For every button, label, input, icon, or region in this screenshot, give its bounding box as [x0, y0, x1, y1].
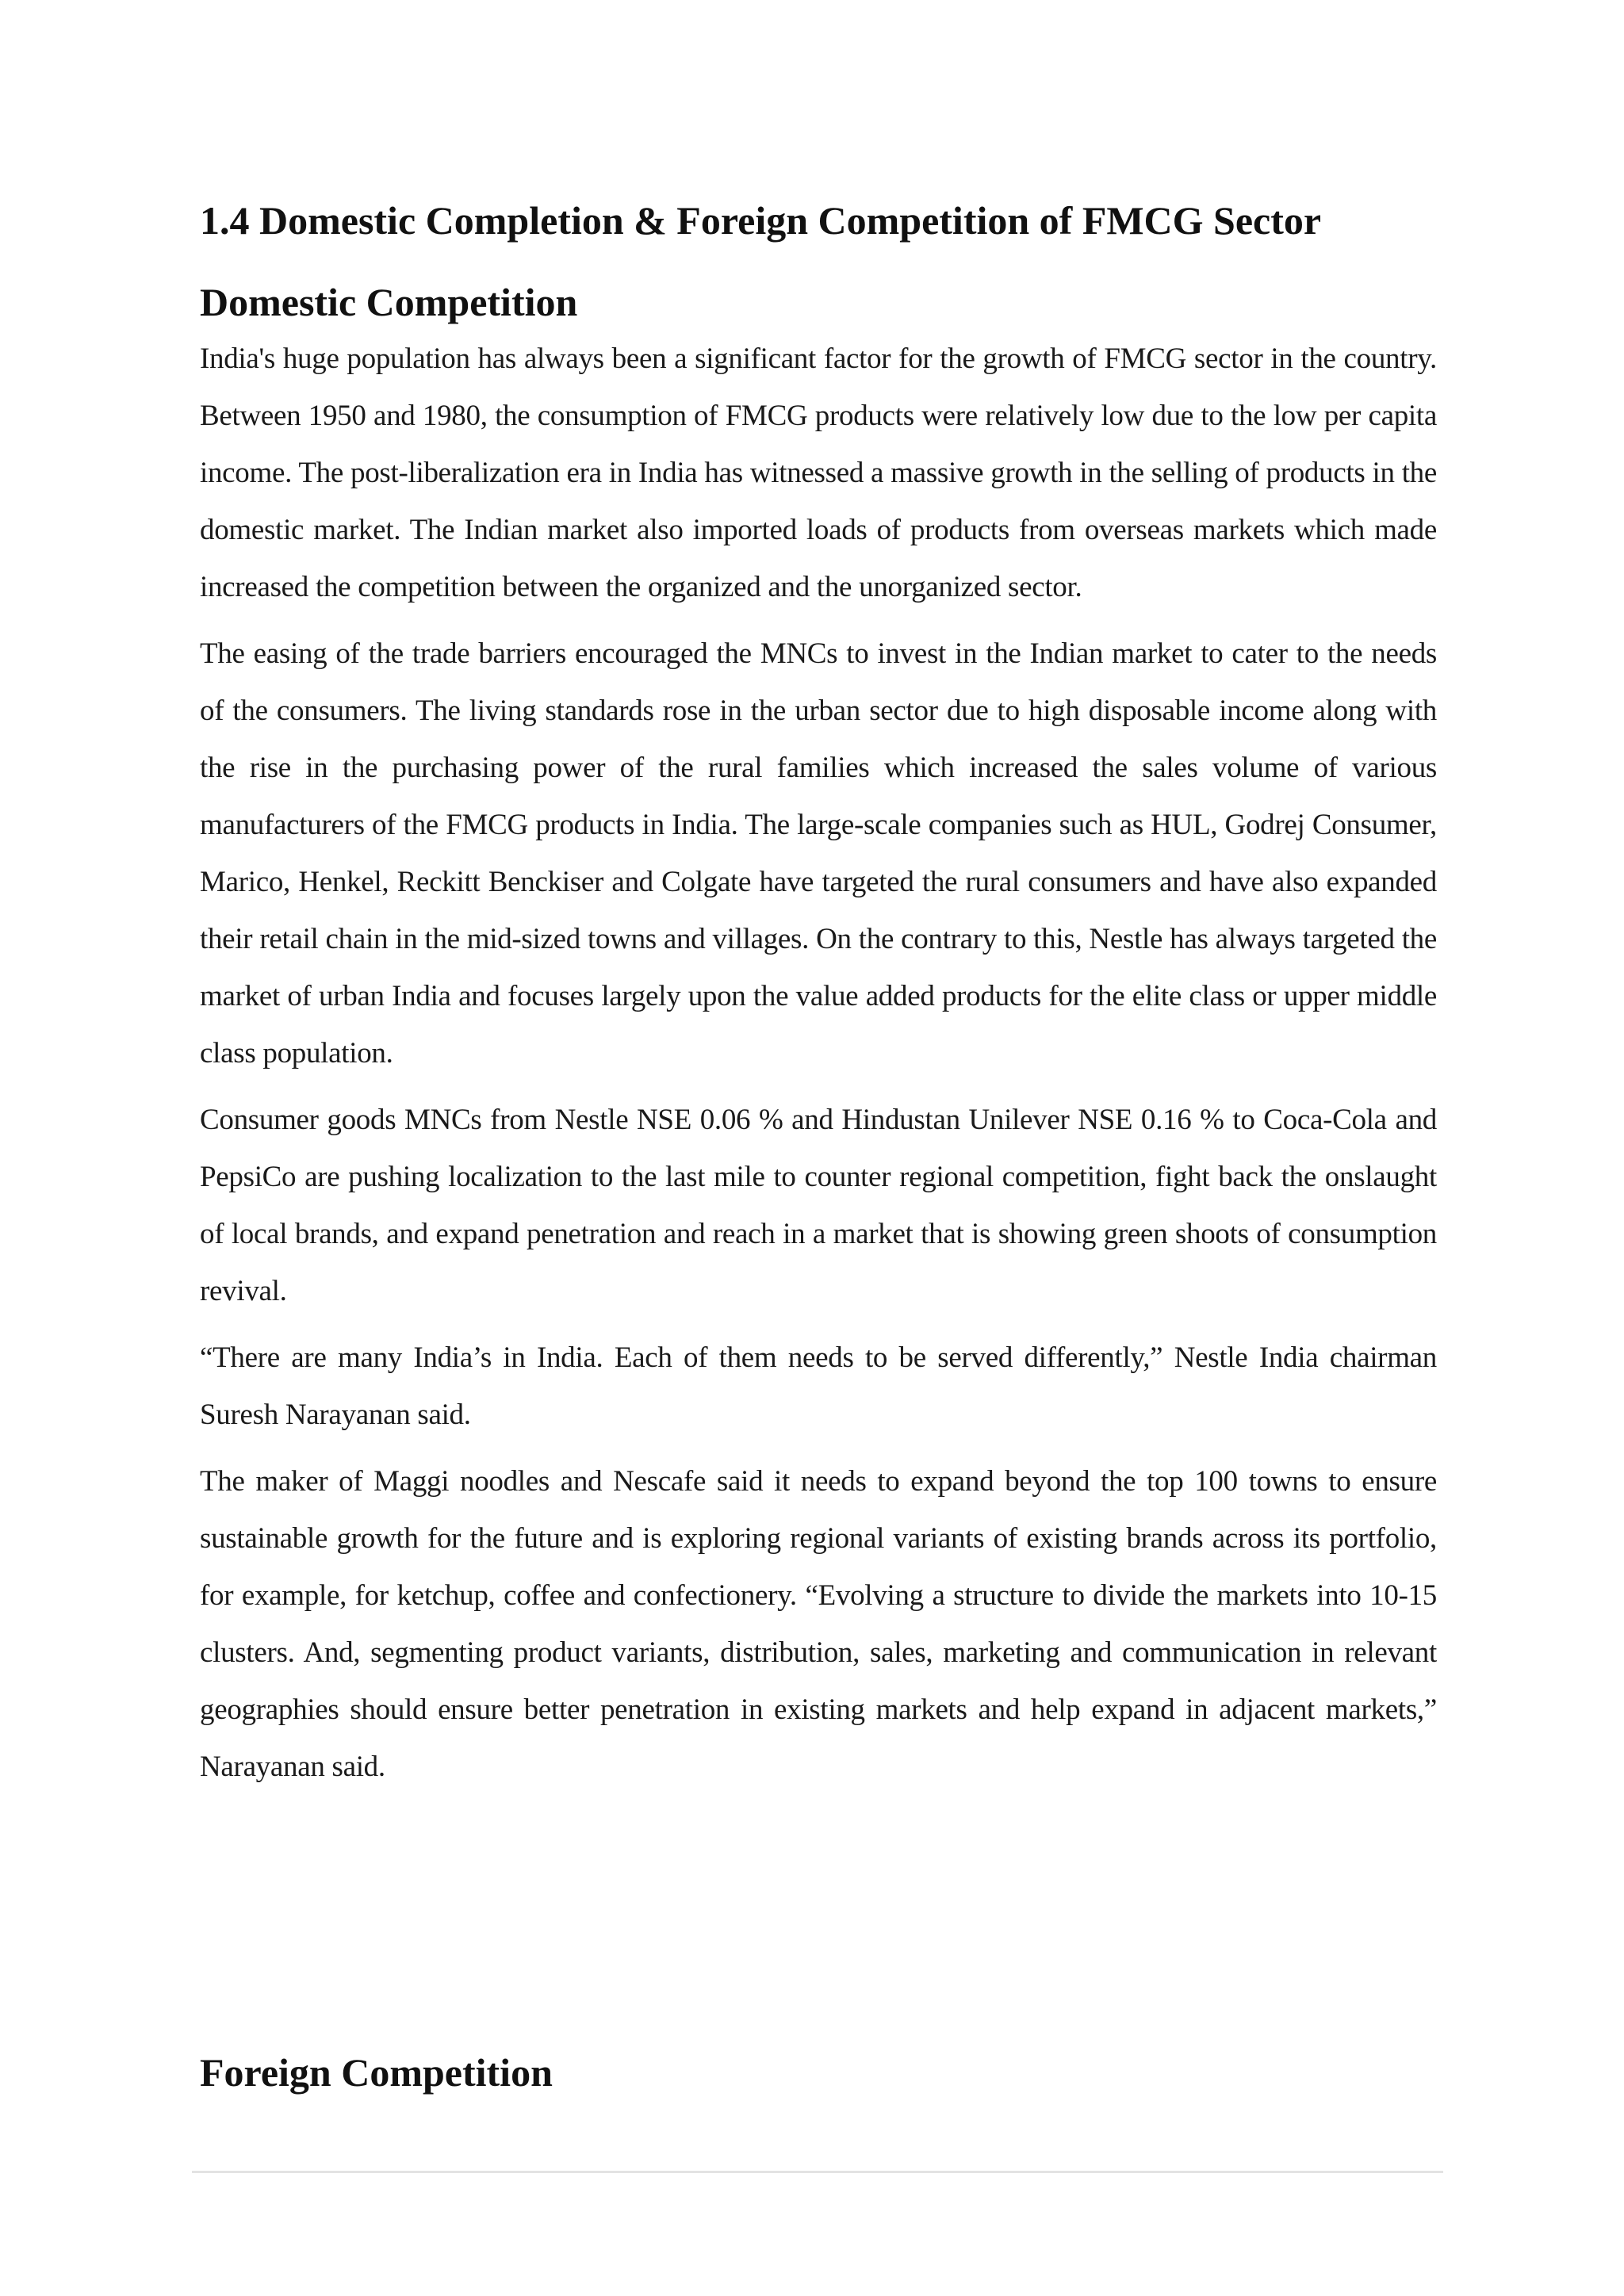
foreign-competition-heading: Foreign Competition — [200, 2050, 553, 2095]
paragraph-mnc-localization: Consumer goods MNCs from Nestle NSE 0.06 % and Hindustan Unilever NSE 0.16 % to Coca-Cola and PepsiCo are pushing localization to the last mile to counter regional competition, fight back the onslaught of local brands, and expand penetration and reach in a market that is showing green shoots of consumption revival. — [200, 1104, 1437, 1307]
paragraph-trade-barriers: The easing of the trade barriers encouraged the MNCs to invest in the Indian market to cater to the needs of the consumers. The living standards rose in the urban sector due to high disposable income along with the rise in the purchasing power of the rural families which increased the sales volume of various manufacturers of the FMCG products in India. The large-scale companies such as HUL, Godrej Consumer, Marico, Henkel, Reckitt Benckiser and Colgate have targeted the rural consumers and have also expanded their retail chain in the mid-sized towns and villages. On the contrary to this, Nestle has always targeted the market of urban India and focuses largely upon the value added products for the elite class or upper middle class population. — [200, 637, 1437, 1070]
document-page — [200, 194, 1437, 1805]
paragraph-maggi-nescafe: The maker of Maggi noodles and Nescafe said it needs to expand beyond the top 100 towns to ensure sustainable growth for the future and is exploring regional variants of existing brands across its portfolio, for example, for ketchup, coffee and confectionery. “Evolving a structure to divide the markets into 10-15 clusters. And, segmenting product variants, distribution, sales, marketing and communication in relevant geographies should ensure better penetration in existing markets and help expand in adjacent markets,” Narayanan said. — [200, 1465, 1437, 1783]
domestic-competition-heading: Domestic Competition — [200, 280, 578, 324]
footer-divider — [192, 2171, 1443, 2173]
section-title: 1.4 Domestic Completion & Foreign Competition of FMCG Sector — [200, 198, 1322, 243]
paragraph-narayanan-quote: “There are many India’s in India. Each of them needs to be served differently,” Nestle India chairman Suresh Narayanan said. — [200, 1341, 1437, 1431]
paragraph-population-growth: India's huge population has always been a significant factor for the growth of FMCG sector in the country. Between 1950 and 1980, the consumption of FMCG products were relatively low due to the low per capita income. The post-liberalization era in India has witnessed a massive growth in the selling of products in the domestic market. The Indian market also imported loads of products from overseas markets which made increased the competition between the organized and the unorganized sector. — [200, 342, 1437, 603]
